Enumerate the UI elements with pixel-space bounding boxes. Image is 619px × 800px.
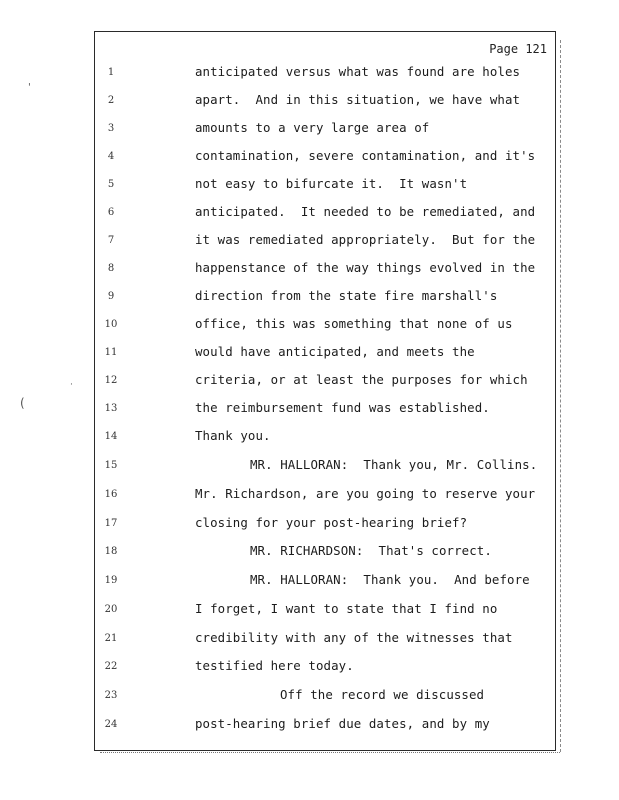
transcript-line xyxy=(95,426,557,446)
transcript-line xyxy=(95,314,557,334)
transcript-line xyxy=(95,484,557,504)
line-text: contamination, severe contamination, and it's xyxy=(195,148,536,163)
line-text: not easy to bifurcate it. It wasn't xyxy=(195,176,468,191)
line-number: 14 xyxy=(104,431,118,442)
line-text: MR. RICHARDSON: That's correct. xyxy=(250,543,492,558)
bottom-edge-rule xyxy=(100,752,560,759)
line-text: testified here today. xyxy=(195,658,354,673)
line-text: amounts to a very large area of xyxy=(195,120,430,135)
line-number: 12 xyxy=(104,375,118,386)
line-number: 8 xyxy=(107,263,115,274)
transcript-line xyxy=(95,90,557,110)
line-text: post-hearing brief due dates, and by my xyxy=(195,716,490,731)
line-text: closing for your post-hearing brief? xyxy=(195,515,468,530)
line-number: 24 xyxy=(104,719,118,730)
page-number: Page 121 xyxy=(489,42,547,56)
line-number: 18 xyxy=(104,546,118,557)
line-number: 17 xyxy=(104,518,118,529)
transcript-line xyxy=(95,513,557,533)
transcript-line xyxy=(95,258,557,278)
transcript-line xyxy=(95,370,557,390)
transcript-line xyxy=(95,455,557,475)
line-number: 4 xyxy=(107,151,115,162)
line-text: criteria, or at least the purposes for which xyxy=(195,372,528,387)
line-text: Thank you. xyxy=(195,428,271,443)
line-text: office, this was something that none of us xyxy=(195,316,513,331)
line-text: I forget, I want to state that I find no xyxy=(195,601,498,616)
line-number: 10 xyxy=(104,319,118,330)
line-text: MR. HALLORAN: Thank you. And before xyxy=(250,572,530,587)
line-number: 1 xyxy=(107,67,115,78)
transcript-line xyxy=(95,230,557,250)
line-text: anticipated versus what was found are holes xyxy=(195,64,521,79)
margin-bracket-mark: ( xyxy=(20,396,25,410)
transcript-line xyxy=(95,118,557,138)
line-number: 11 xyxy=(104,347,118,358)
transcript-line xyxy=(95,62,557,82)
transcript-line xyxy=(95,714,557,734)
line-number: 6 xyxy=(107,207,115,218)
right-margin-rule xyxy=(560,40,562,752)
transcript-line xyxy=(95,541,557,561)
line-text: MR. HALLORAN: Thank you, Mr. Collins. xyxy=(250,457,538,472)
line-number: 5 xyxy=(107,179,115,190)
line-number: 19 xyxy=(104,575,118,586)
line-text: direction from the state fire marshall's xyxy=(195,288,498,303)
line-number: 13 xyxy=(104,403,118,414)
line-number: 15 xyxy=(104,460,118,471)
transcript-line xyxy=(95,656,557,676)
line-number: 21 xyxy=(104,633,118,644)
transcript-line xyxy=(95,174,557,194)
line-number: 16 xyxy=(104,489,118,500)
transcript-line xyxy=(95,599,557,619)
line-number: 2 xyxy=(107,95,115,106)
line-number: 23 xyxy=(104,690,118,701)
transcript-page xyxy=(94,31,556,751)
transcript-line xyxy=(95,398,557,418)
line-text: happenstance of the way things evolved in the xyxy=(195,260,536,275)
transcript-line xyxy=(95,570,557,590)
line-text: Off the record we discussed xyxy=(280,687,485,702)
margin-tick-mark: ' xyxy=(28,82,31,93)
line-number: 3 xyxy=(107,123,115,134)
transcript-line xyxy=(95,202,557,222)
transcript-line xyxy=(95,286,557,306)
transcript-line xyxy=(95,685,557,705)
line-number: 20 xyxy=(104,604,118,615)
line-text: anticipated. It needed to be remediated, and xyxy=(195,204,536,219)
line-text: it was remediated appropriately. But for the xyxy=(195,232,536,247)
transcript-line xyxy=(95,342,557,362)
line-text: apart. And in this situation, we have what xyxy=(195,92,521,107)
line-text: credibility with any of the witnesses that xyxy=(195,630,513,645)
margin-dot-mark: · xyxy=(70,380,73,390)
line-text: Mr. Richardson, are you going to reserve your xyxy=(195,486,536,501)
line-text: would have anticipated, and meets the xyxy=(195,344,475,359)
transcript-line xyxy=(95,146,557,166)
transcript-line xyxy=(95,628,557,648)
line-number: 9 xyxy=(107,291,115,302)
line-number: 7 xyxy=(107,235,115,246)
line-number: 22 xyxy=(104,661,118,672)
line-text: the reimbursement fund was established. xyxy=(195,400,490,415)
